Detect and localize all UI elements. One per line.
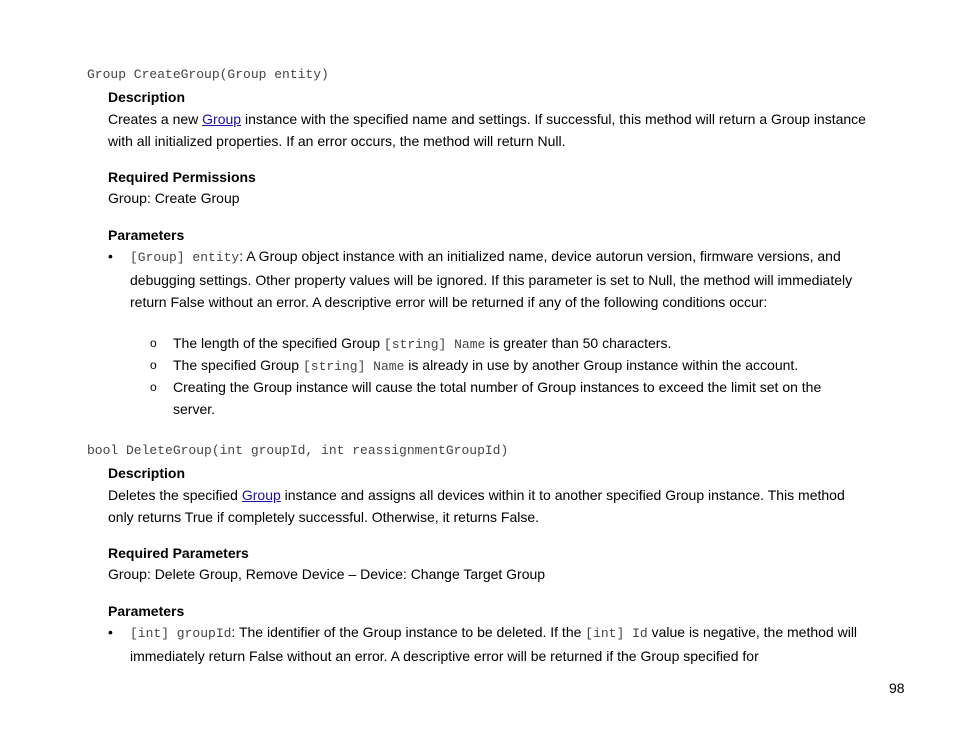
description-pre: Creates a new <box>108 111 203 127</box>
group-link[interactable]: Group <box>241 487 281 503</box>
condition-post: is greater than 50 characters. <box>485 335 672 351</box>
description-post: instance with the specified name and settings. If successful, this method will return a Group instance with all initialized properties. If an error occurs, the method will return Null. <box>108 111 866 149</box>
parameter-description-cont: value is negative, the method will immediately return False without an error. A descriptive error will be returned if the Group specified for <box>130 624 858 664</box>
condition-pre: The specified Group <box>173 357 303 373</box>
parameter-description: : A Group object instance with an initialized name, device autorun version, firmware versions, and debugging settings. Other property values will be ignored. If this parameter is set to Null, the method will immediately return False without an error. A descriptive error will be returned if any of the following conditions occur: <box>130 248 853 310</box>
bullet-icon: • <box>108 248 113 264</box>
method-signature-deletegroup: bool DeleteGroup(int groupId, int reassignmentGroupId) <box>87 443 509 458</box>
parameter-text <box>130 621 868 667</box>
permissions-text: Group: Create Group <box>108 190 240 206</box>
parameters-heading: Parameters <box>108 603 185 619</box>
condition-pre: Creating the Group instance will cause the total number of Group instances to exceed the limit set on the server. <box>173 379 822 417</box>
condition-post: is already in use by another Group instance within the account. <box>404 357 799 373</box>
description-pre: Deletes the specified <box>108 487 242 503</box>
permissions-heading: Required Permissions <box>108 169 256 185</box>
circle-bullet-icon: o <box>150 380 157 394</box>
condition-pre: The length of the specified Group <box>173 335 384 351</box>
page-number: 98 <box>889 680 905 696</box>
method-signature-creategroup: Group CreateGroup(Group entity) <box>87 67 329 82</box>
circle-bullet-icon: o <box>150 336 157 350</box>
parameter-text <box>130 245 868 313</box>
condition-code: [string] Name <box>383 337 486 352</box>
condition-code: [string] Name <box>302 359 405 374</box>
required-parameters-text: Group: Delete Group, Remove Device – Device: Change Target Group <box>108 566 546 582</box>
circle-bullet-icon: o <box>150 358 157 372</box>
parameter-code-id: [int] Id <box>585 626 648 641</box>
group-link[interactable]: Group <box>202 111 242 127</box>
parameters-heading: Parameters <box>108 227 185 243</box>
bullet-icon: • <box>108 624 113 640</box>
description-heading: Description <box>108 89 186 105</box>
description-text <box>108 484 868 528</box>
description-text <box>108 108 868 152</box>
description-heading: Description <box>108 465 186 481</box>
parameter-description: : The identifier of the Group instance to be deleted. If the <box>231 624 586 640</box>
parameter-code: [int] groupId <box>130 626 232 641</box>
required-parameters-heading: Required Parameters <box>108 545 249 561</box>
description-post: instance and assigns all devices within it to another specified Group instance. This method only returns True if completely successful. Otherwise, it returns False. <box>108 487 845 525</box>
parameter-code: [Group] entity <box>130 250 240 265</box>
